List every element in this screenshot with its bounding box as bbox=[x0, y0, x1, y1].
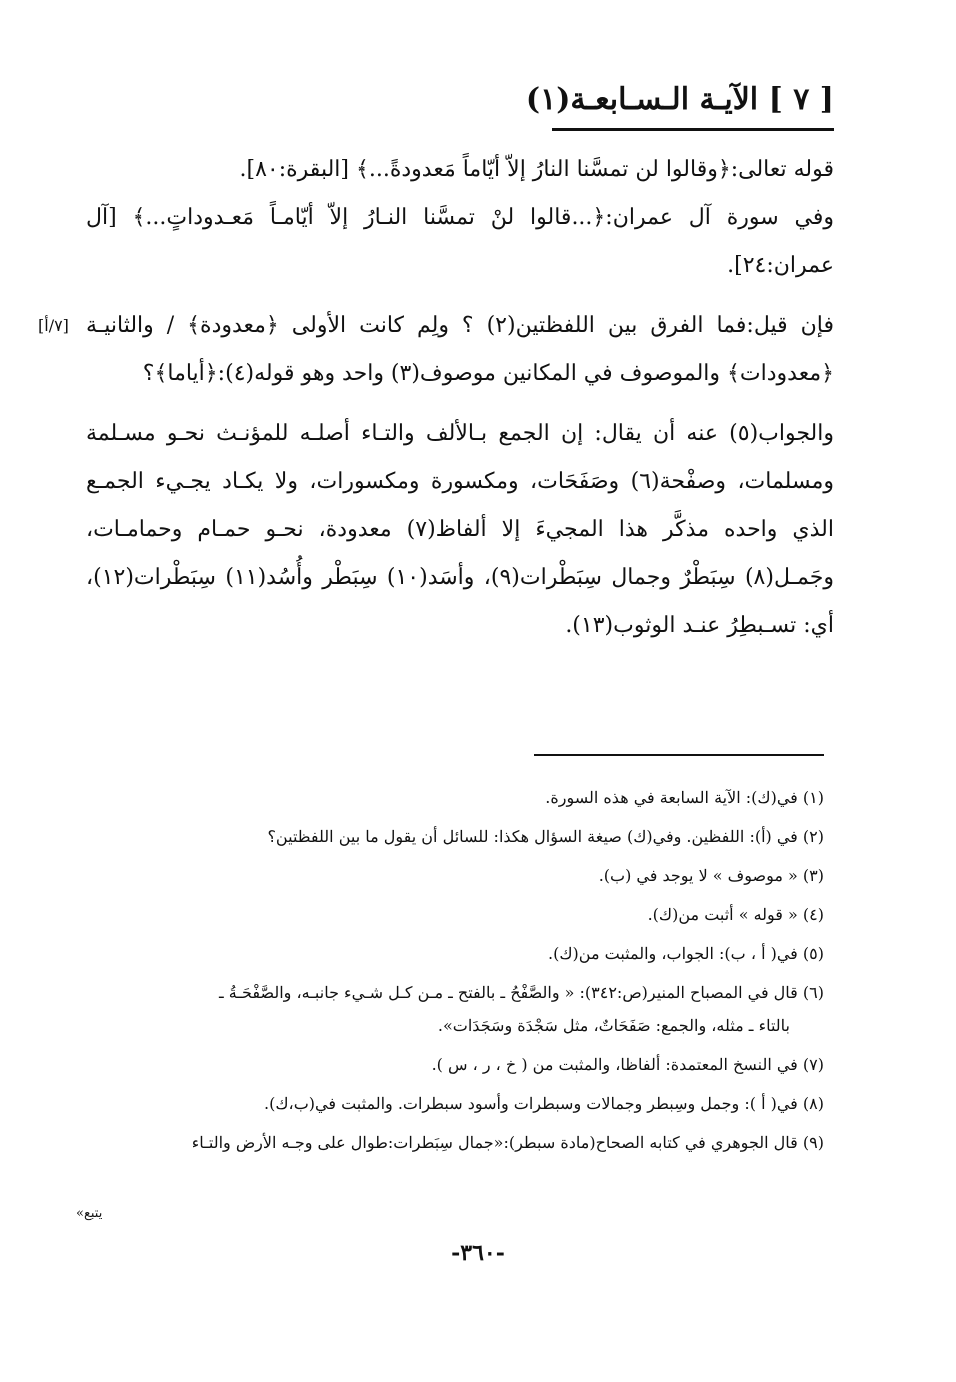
page-number: -٣٦٠- bbox=[451, 1240, 505, 1266]
footnote-5: (٥) في( أ ، ب): الجواب، والمثبت من(ك). bbox=[548, 944, 824, 963]
footnote-1: (١) في(ك): الآية السابعة في هذه السورة. bbox=[545, 788, 824, 807]
paragraph-verse-baqarah: قوله تعالى:﴿وقالوا لن تمسَّنا النارُ إلاّ أيّاماً مَعدودةً...﴾ [البقرة:٨٠]. bbox=[239, 157, 834, 182]
manuscript-folio-marker: [٧/أ] bbox=[38, 316, 69, 335]
section-heading bbox=[514, 78, 834, 122]
paragraph-gap bbox=[86, 290, 834, 302]
footnote-4: (٤) « قوله » أثبت من(ك). bbox=[647, 905, 824, 924]
footnotes bbox=[80, 778, 824, 1162]
footnote-separator bbox=[534, 754, 824, 756]
footnote-7: (٧) في النسخ المعتمدة: ألفاظا، والمثبت من ( خ ، ر ، س ). bbox=[431, 1055, 824, 1074]
footnote-2: (٢) في (أ): اللفظين. وفي(ك) صيغة السؤال هكذا: للسائل أن يقول ما بين اللفظتين؟ bbox=[267, 827, 824, 846]
paragraph-question bbox=[38, 302, 834, 398]
footnote-6: (٦) قال في المصباح المنير(ص:٣٤٢): « والصَّفْحُ ـ بالفتح ـ مـن كـل شـيء جانبـه، والصَّفْحَـةُ ـ bbox=[219, 983, 824, 1002]
continues-marker: يتبع» bbox=[76, 1206, 103, 1221]
heading-underline bbox=[552, 128, 834, 131]
paragraph-gap bbox=[86, 398, 834, 410]
body-text bbox=[38, 146, 835, 650]
footnote-9: (٩) قال الجوهري في كتابه الصحاح(مادة سبطر):«جمال سِبَطرات:طوال على وجـه الأرض والتـاء bbox=[191, 1133, 824, 1152]
footnote-8: (٨) في( أ ): وجمل وسِبطر وجمالات وسبطرات وأسود سبطرات. والمثبت في(ب،ك). bbox=[264, 1094, 824, 1113]
question-text: فإن قيل:فما الفرق بين اللفظتين(٢) ؟ ولِم كانت الأولى ﴿معدودة﴾ / والثانيـة ﴿معدودات﴾ والموصوف في المكانين موصوف(٣) واحد وهو قوله(٤):﴿أياما﴾؟ bbox=[86, 313, 834, 386]
paragraph-verse-al-imran: وفي سورة آل عمران:﴿...قالوا لنْ تمسَّنا النـارُ إلاّ أيّامـاً مَعـدوداتٍ...﴾ [آل عمران:٢٤]. bbox=[86, 205, 834, 278]
footnote-3: (٣) « موصوف » لا يوجد في (ب). bbox=[598, 866, 824, 885]
heading-title: [ ٧ ] الآيـة الـسـابعـة(١) bbox=[525, 82, 834, 117]
paragraph-answer: والجواب(٥) عنه أن يقال: إن الجمع بـالألف والتـاء أصلـه للمؤنـث نحـو مسـلمة ومسلمات، وصفْحة(٦) وصَفَحَات، ومكسورة ومكسورات، ولا يكـاد يجـيء الجمـع الذي واحده مذكَّر هذا المجيءَ إلا ألفاظ(٧) معدودة، نحـو حمـام وحمامـات، وجَمـل(٨) سِبَطْرٌ وجمال سِبَطْرات(٩)، وأسَد(١٠) سِبَطْر وأُسُد(١١) سِبَطْرات(١٢)، أي: تسـبطِرُ عنـد الوثوب(١٣). bbox=[86, 421, 835, 638]
footnote-6-continuation: بالتاء ـ مثله، والجمع: صَفَحَاتٌ، مثل سَجْدَة وسَجَدَات». bbox=[437, 1016, 790, 1035]
